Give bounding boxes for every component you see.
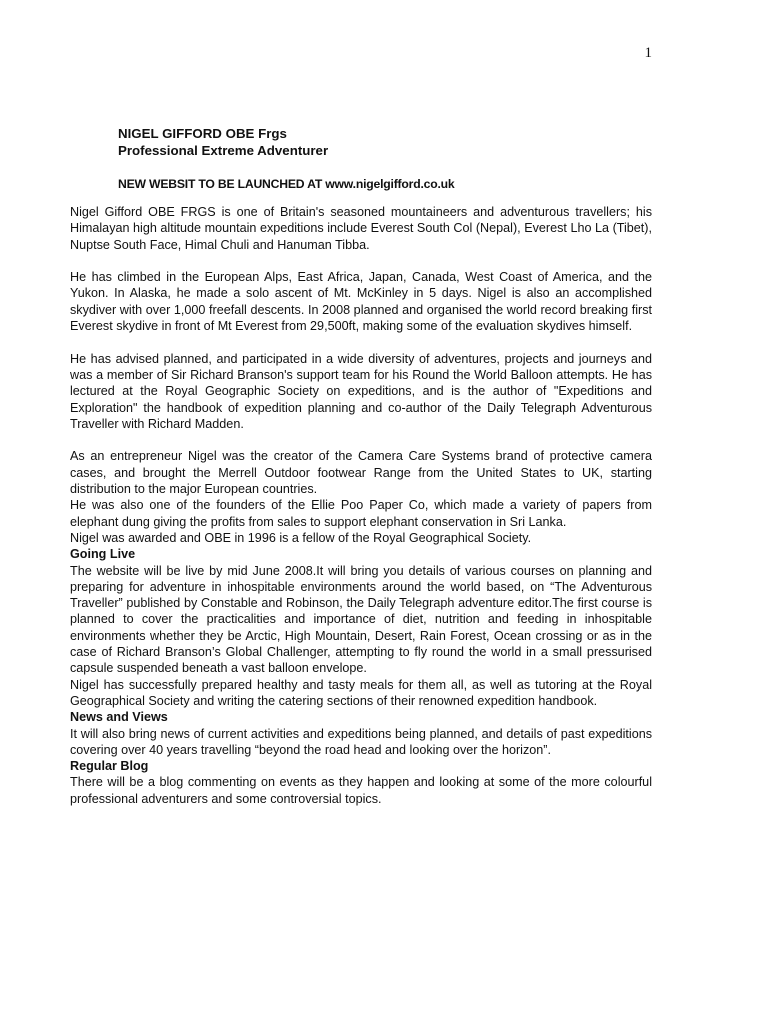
intro-paragraph-adventures: He has advised planned, and participated in a wide diversity of adventures, projects and journeys and was a member of Sir Richard Branson's support team for his Round the World Balloon attempts. He has lectured at the Royal Geographic Society on expeditions, and is the author of "Expeditions and Exploration" the handbook of expedition planning and co-author of the Daily Telegraph Adventurous Traveller with Richard Madden.	[70, 351, 652, 431]
page-number: 1	[644, 45, 652, 61]
website-announcement: NEW WEBSIT TO BE LAUNCHED AT www.nigelgifford.co.uk	[118, 177, 455, 191]
author-name: NIGEL GIFFORD OBE Frgs	[118, 126, 287, 141]
intro-paragraph-climbing: He has climbed in the European Alps, East Africa, Japan, Canada, West Coast of America, and the Yukon. In Alaska, he made a solo ascent of Mt. McKinley in 5 days. Nigel is also an accomplished skydiver with over 1,000 freefall descents. In 2008 planned and organised the world record breaking first Everest skydive in front of Mt Everest from 29,500ft, making some of the evaluation skydives himself.	[70, 270, 652, 334]
going-live-paragraph: Nigel has successfully prepared healthy and tasty meals for them all, as well as tutoring at the Royal Geographical Society and writing the catering sections of their renowned expedition handbook.	[70, 677, 652, 708]
regular-blog-paragraph: There will be a blog commenting on events as they happen and looking at some of the more colourful professional adventurers and some controversial topics.	[70, 775, 652, 806]
going-live-paragraph: The website will be live by mid June 2008.It will bring you details of various courses on planning and preparing for adventure in inhospitable environments around the world based, on “The Adventurous Traveller” published by Constable and Robinson, the Daily Telegraph adventure editor.The first course is planned to cover the practicalities and importance of diet, nutrition and feeding in inhospitable environments whether they be Arctic, High Mountain, Desert, Rain Forest, Ocean crossing or as in the case of Richard Branson’s Global Challenger, attempting to fly round the world in a small pressurised capsule suspended beneath a vast balloon envelope.	[70, 563, 652, 676]
author-role: Professional Extreme Adventurer	[118, 143, 329, 158]
section-title-regular-blog: Regular Blog	[70, 759, 149, 774]
intro-paragraph-mountaineering: Nigel Gifford OBE FRGS is one of Britain's seasoned mountaineers and adventurous travellers; his Himalayan high altitude mountain expeditions include Everest South Col (Nepal), Everest Lho La (Tibet), Nuptse South Face, Himal Chuli and Hanuman Tibba.	[70, 205, 652, 252]
document-body	[70, 204, 652, 807]
news-and-views-paragraph: It will also bring news of current activities and expeditions being planned, and details of past expeditions covering over 40 years travelling “beyond the road head and looking over the horizon”.	[70, 726, 652, 757]
section-title-going-live: Going Live	[70, 547, 136, 562]
section-title-news-and-views: News and Views	[70, 710, 168, 725]
intro-paragraph-ellie-poo: He was also one of the founders of the Ellie Poo Paper Co, which made a variety of papers from elephant dung giving the profits from sales to support elephant conservation in Sri Lanka.	[70, 498, 652, 529]
intro-paragraph-entrepreneur: As an entrepreneur Nigel was the creator of the Camera Care Systems brand of protective camera cases, and brought the Merrell Outdoor footwear Range from the United States to UK, starting distribution to the major European countries.	[70, 449, 652, 497]
document-heading	[118, 125, 678, 193]
intro-paragraph-obe: Nigel was awarded and OBE in 1996 is a fellow of the Royal Geographical Society.	[70, 530, 532, 545]
